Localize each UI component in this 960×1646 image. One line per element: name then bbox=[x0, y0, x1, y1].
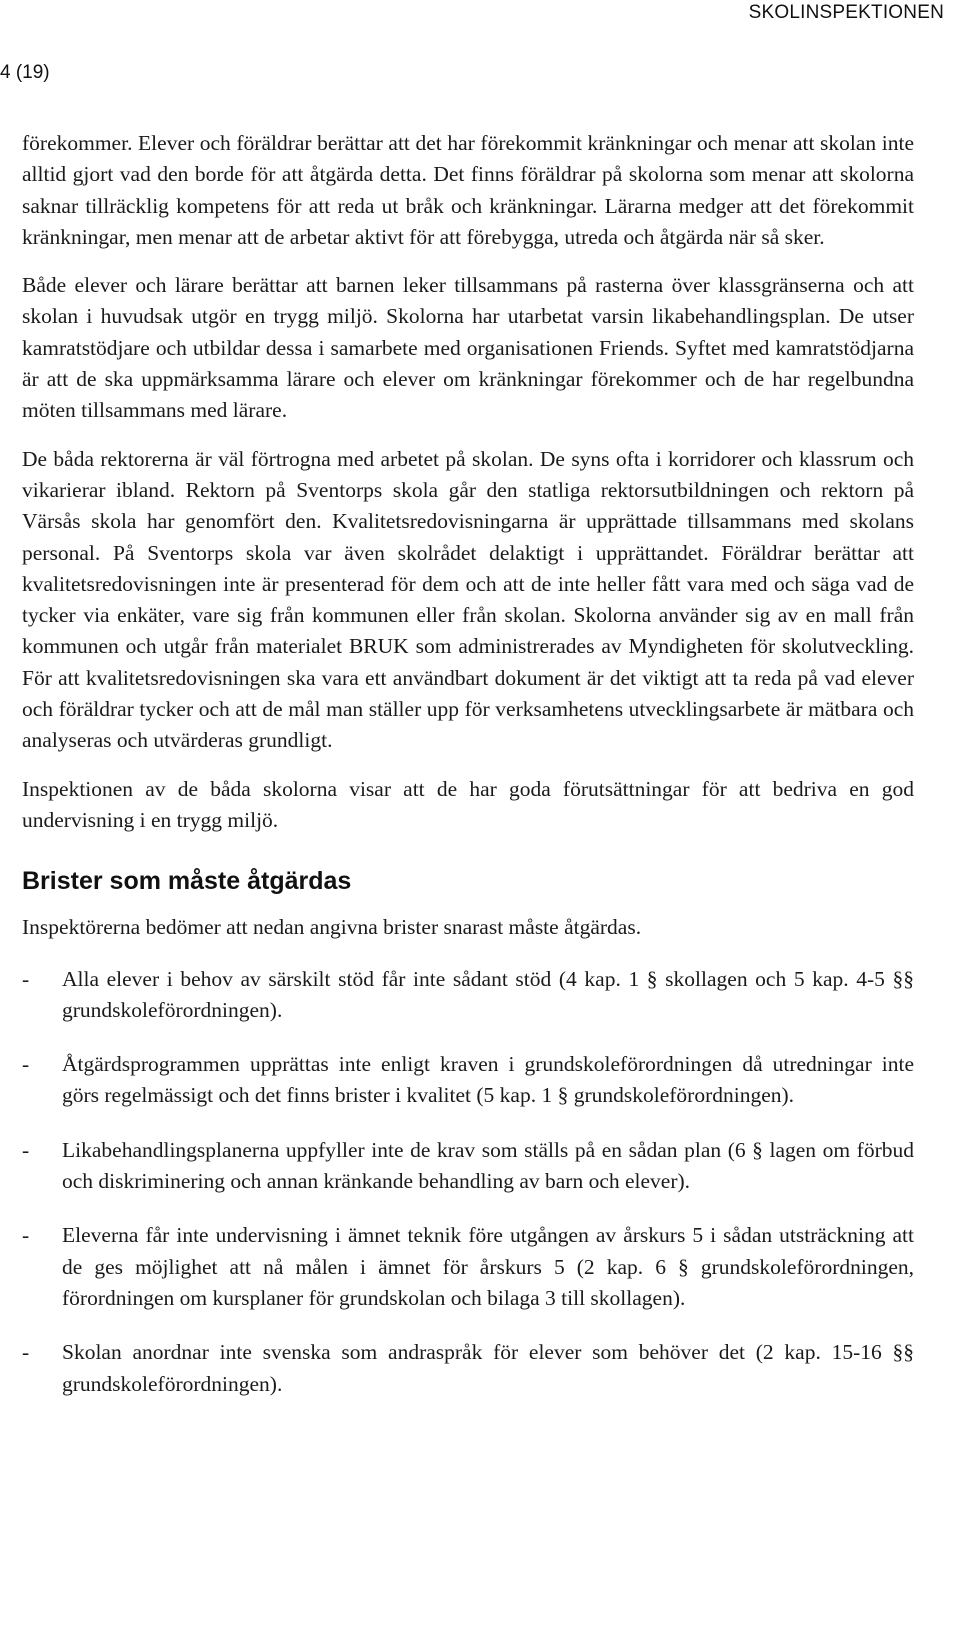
list-bullet: - bbox=[22, 1137, 30, 1162]
list-item bbox=[22, 1220, 914, 1314]
list-bullet: - bbox=[22, 966, 30, 991]
list-bullet: - bbox=[22, 1223, 30, 1248]
paragraph-4: Inspektionen av de båda skolorna visar att de har goda förutsättningar för att bedriva en god undervisning i en trygg miljö. bbox=[22, 776, 914, 832]
organization-name: SKOLINSPEKTIONEN bbox=[748, 2, 944, 23]
paragraph-1: förekommer. Elever och föräldrar berättar att det har förekommit kränkningar och menar att skolan inte alltid gjort vad den borde för att åtgärda detta. Det finns föräldrar på skolorna som menar att skolorna saknar tillräcklig kompetens för att reda ut bråk och kränkningar. Lärarna medger att det förekommit kränkningar, men menar att de arbetar aktivt för att förebygga, utreda och åtgärda när så sker. bbox=[22, 131, 914, 249]
paragraph-2: Både elever och lärare berättar att barnen leker tillsammans på rasterna över klassgränserna och att skolan i huvudsak utgör en trygg miljö. Skolorna har utarbetat varsin likabehandlingsplan. De utser kamratstödjare och utbildar dessa i samarbete med organisationen Friends. Syftet med kamratstödjarna är att de ska uppmärksamma lärare och elever om kränkningar förekommer och de har regelbundna möten tillsammans med lärare. bbox=[22, 273, 914, 423]
document-body bbox=[22, 128, 914, 1423]
list-bullet: - bbox=[22, 1052, 30, 1077]
section-heading: Brister som måste åtgärdas bbox=[22, 867, 352, 896]
list-item-text: Åtgärdsprogrammen upprättas inte enligt kraven i grundskoleförordningen då utredningar inte görs regelmässigt och det finns brister i kvalitet (5 kap. 1 § grundskoleförordningen). bbox=[62, 1052, 914, 1108]
list-item bbox=[22, 1337, 914, 1400]
paragraph-3: De båda rektorerna är väl förtrogna med arbetet på skolan. De syns ofta i korridorer och klassrum och vikarierar ibland. Rektorn på Sventorps skola går den statliga rektorsutbildningen och rektorn på Värsås skola har genomfört den. Kvalitetsredovisningarna är upprättade tillsammans med skolans personal. På Sventorps skola var även skolrådet delaktigt i upprättandet. Föräldrar berättar att kvalitetsredovisningen inte är presenterad för dem och att de inte heller fått vara med och säga vad de tycker via enkäter, vare sig från kommunen eller från skolan. Skolorna använder sig av en mall från kommunen och utgår från materialet BRUK som administrerades av Myndigheten för skolutveckling. För att kvalitetsredovisningen ska vara ett användbart dokument är det viktigt att ta reda på vad elever och föräldrar tycker och att de mål man ställer upp för verksamhetens utvecklingsarbete är mätbara och analyseras och utvärderas grundligt. bbox=[22, 446, 914, 753]
list-item bbox=[22, 1049, 914, 1112]
list-item-text: Alla elever i behov av särskilt stöd får inte sådant stöd (4 kap. 1 § skollagen och 5 kap. 4-5 §§ grundskoleförordningen). bbox=[62, 966, 914, 1022]
list-item-text: Likabehandlingsplanerna uppfyller inte de krav som ställs på en sådan plan (6 § lagen om förbud och diskriminering och annan kränkande behandling av barn och elever). bbox=[62, 1137, 914, 1194]
list-bullet: - bbox=[22, 1340, 30, 1365]
list-item-text: Skolan anordnar inte svenska som andraspråk för elever som behöver det (2 kap. 15-16 §§ grundskoleförordningen). bbox=[62, 1340, 914, 1396]
list-item-text: Eleverna får inte undervisning i ämnet teknik före utgången av årskurs 5 i sådan utsträckning att de ges möjlighet att nå målen i ämnet för årskurs 5 (2 kap. 6 § grundskoleförordningen, förordningen om kursplaner för grundskolan och bilaga 3 till skollagen). bbox=[62, 1223, 914, 1310]
section-intro: Inspektörerna bedömer att nedan angivna brister snarast måste åtgärdas. bbox=[22, 915, 642, 940]
deficiency-list bbox=[22, 964, 914, 1400]
list-item bbox=[22, 1135, 914, 1198]
list-item bbox=[22, 964, 914, 1027]
page-number: 4 (19) bbox=[0, 62, 50, 83]
